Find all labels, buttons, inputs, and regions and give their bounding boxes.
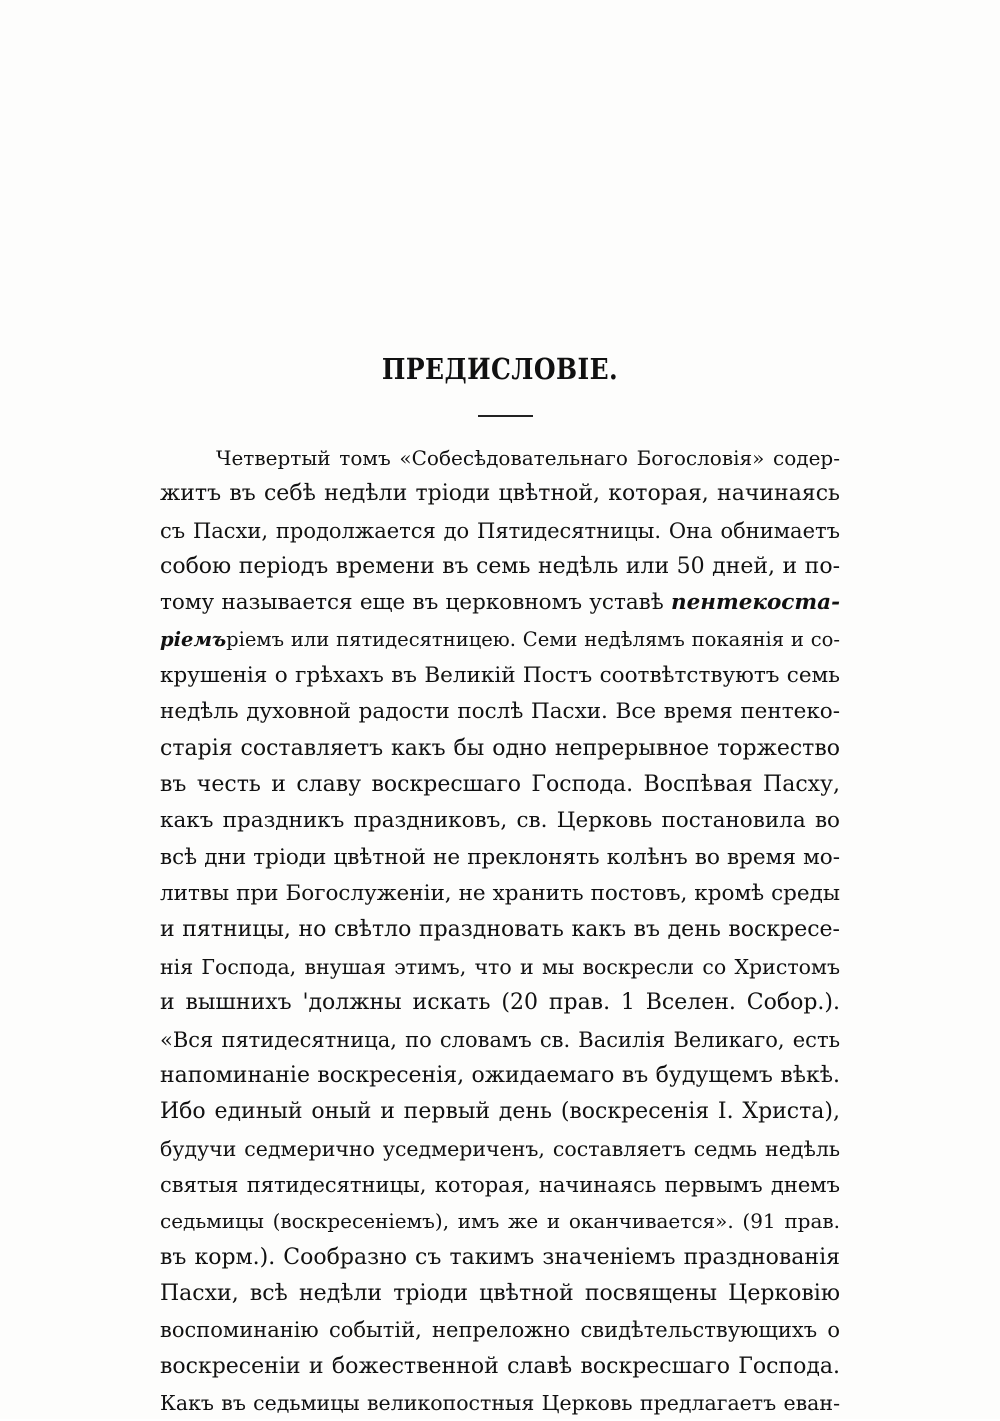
text-line-part: ріемъ или пятидесятницею. Семи недѣлямъ покаянія и со- [226,627,840,651]
text-line: воскресеніи и божественной славѣ воскресшаго Господа. [160,1353,840,1379]
text-line: святыя пятидесятницы, которая, начинаясь первымъ днемъ [160,1172,840,1197]
text-line: въ честь и славу воскресшаго Господа. Воспѣвая Пасху, [160,772,840,798]
italic-term: пентекоста- [671,590,840,616]
text-line: всѣ дни тріоди цвѣтной не преклонять колѣнъ во время мо- [160,844,840,870]
text-line: крушенія о грѣхахъ въ Великій Постъ соотвѣтствуютъ семь [160,663,840,689]
text-line: старія составляетъ какъ бы одно непрерывное торжество [160,735,840,761]
text-line [160,622,840,658]
text-line: литвы при Богослуженіи, не хранить постовъ, кромѣ среды [160,881,840,907]
text-line: и пятницы, но свѣтло праздновать какъ въ день воскресе- [160,917,840,943]
text-line: воспоминанію событій, непреложно свидѣтельствующихъ о [160,1318,840,1343]
text-line: «Вся пятидесятница, по словамъ св. Василія Великаго, есть [160,1027,840,1052]
text-line: собою періодъ времени въ семь недѣль или 50 дней, и по- [160,554,840,580]
page-title: ПРЕДИСЛОВІЕ. [381,352,619,386]
italic-term: ріемъ [160,627,227,651]
text-line: съ Пасхи, продолжается до Пятидесятницы. Она обнимаетъ [160,518,840,543]
text-line: будучи седмерично уседмериченъ, составляетъ седмь недѣль [160,1136,840,1161]
text-line: и вышнихъ 'должны искать (20 прав. 1 Вселен. Собор.). [160,990,840,1016]
text-line: недѣль духовной радости послѣ Пасхи. Все время пентеко- [160,699,840,725]
text-line: Пасхи, всѣ недѣли тріоди цвѣтной посвящены Церковію [160,1280,840,1306]
text-line-part: тому называется еще въ церковномъ уставѣ [160,590,664,616]
text-line [160,585,840,621]
body-paragraph [160,440,840,1421]
text-line: житъ въ себѣ недѣли тріоди цвѣтной, которая, начинаясь [160,481,840,507]
text-line: седьмицы (воскресеніемъ), имъ же и оканчивается». (91 прав. [160,1209,840,1234]
text-line: напоминаніе воскресенія, ожидаемаго въ будущемъ вѣкѣ. [160,1062,840,1088]
title-divider [478,415,533,417]
text-line: Четвертый томъ «Собесѣдовательнаго Богословія» содер- [216,446,840,470]
text-line: Ибо единый оный и первый день (воскресенія І. Христа), [160,1099,840,1125]
text-line: въ корм.). Сообразно съ такимъ значеніемъ празднованія [160,1244,840,1270]
text-line: нія Господа, внушая этимъ, что и мы воскресли со Христомъ [160,954,840,979]
text-line: какъ праздникъ праздниковъ, св. Церковь постановила во [160,808,840,834]
text-line: Какъ въ седьмицы великопостныя Церковь предлагаетъ еван- [160,1390,840,1415]
